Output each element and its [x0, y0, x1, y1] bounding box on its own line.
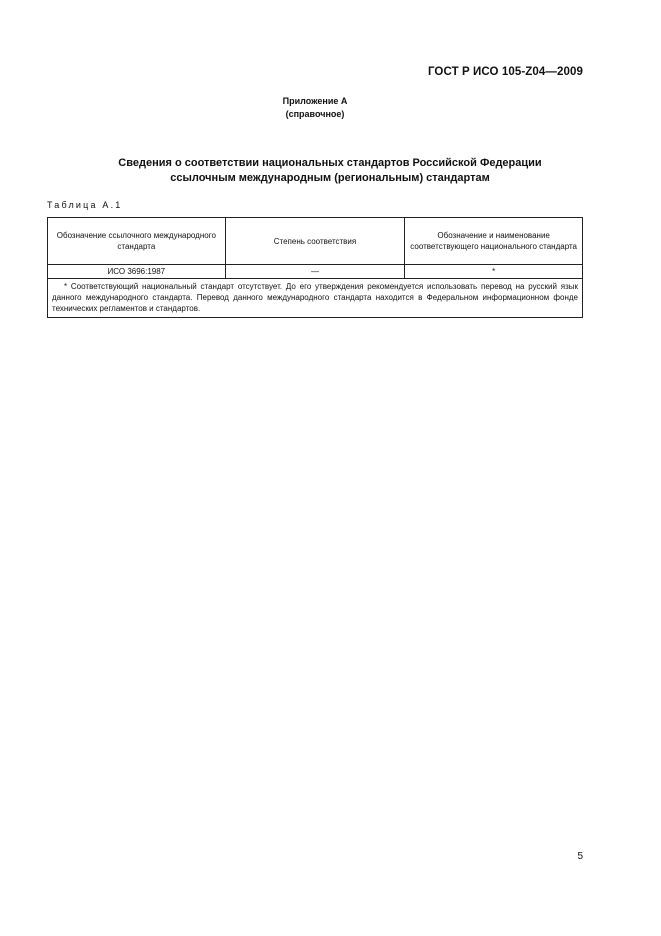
page-number: 5: [577, 851, 583, 862]
annex-label: Приложение А: [282, 96, 348, 106]
table-caption: Таблица А.1: [47, 200, 123, 210]
table-row: [48, 265, 583, 279]
header-international-standard: Обозначение ссылочного международного стандарта: [48, 218, 226, 265]
correspondence-table: [47, 217, 583, 318]
table-header-row: [48, 218, 583, 265]
table-footnote: * Соответствующий национальный стандарт отсутствует. До его утверждения рекомендуется использовать перевод на русский язык данного международного стандарта. Перевод данного международного стандарта находится в Федеральном информационном фонде технических регламентов и стандартов.: [52, 282, 578, 313]
cell-degree-of-correspondence: —: [225, 265, 405, 279]
cell-national-standard: *: [405, 265, 583, 279]
header-degree-of-correspondence: Степень соответствия: [225, 218, 405, 265]
annex-heading: [0, 95, 630, 121]
cell-international-standard: ИСО 3696:1987: [48, 265, 226, 279]
document-code: ГОСТ Р ИСО 105-Z04—2009: [427, 66, 583, 78]
annex-status: (справочное): [285, 109, 345, 119]
table-footnote-row: [48, 279, 583, 318]
section-title-line-2: ссылочным международным (региональным) стандартам: [170, 172, 490, 184]
section-title: [40, 156, 620, 186]
table-footnote-cell: [48, 279, 583, 318]
header-national-standard: Обозначение и наименование соответствующего национального стандарта: [405, 218, 583, 265]
section-title-line-1: Сведения о соответствии национальных стандартов Российской Федерации: [118, 157, 542, 169]
